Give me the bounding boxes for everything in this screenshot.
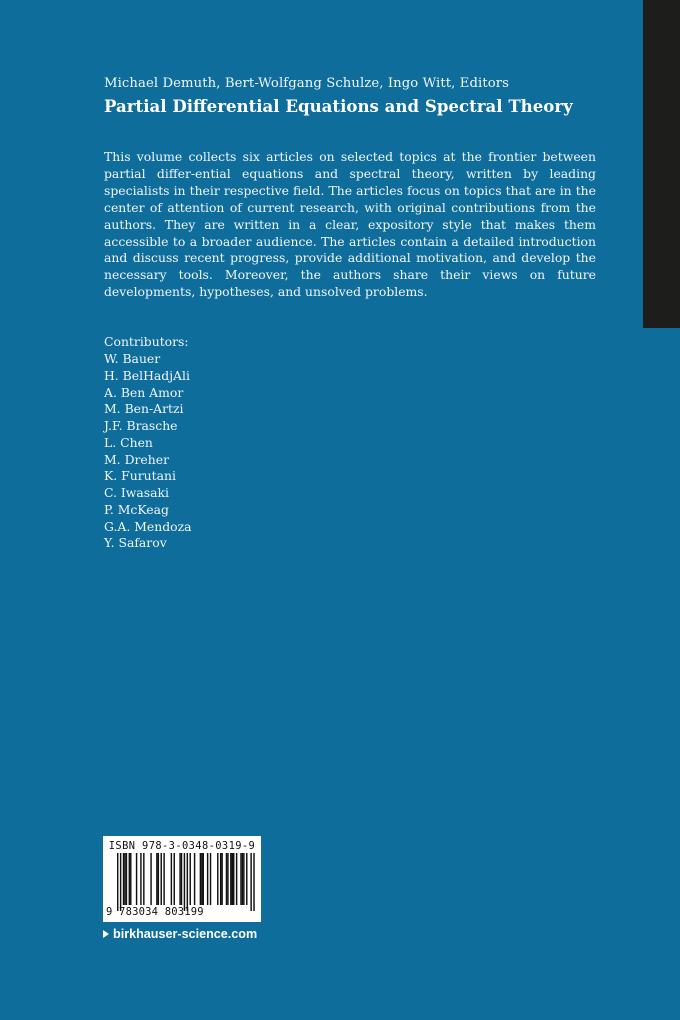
barcode-bar bbox=[171, 853, 172, 905]
publisher-website bbox=[103, 927, 257, 941]
barcode-bar bbox=[158, 853, 159, 905]
barcode-bar bbox=[217, 853, 218, 905]
barcode-bar bbox=[227, 853, 228, 905]
barcode-bar bbox=[221, 853, 222, 905]
barcode-bar bbox=[156, 853, 157, 905]
barcode-bar bbox=[230, 853, 231, 905]
barcode-bar bbox=[232, 853, 233, 905]
isbn-label: ISBN 978-3-0348-0319-9 bbox=[108, 840, 256, 852]
contributor-item: M. Dreher bbox=[104, 451, 169, 467]
barcode-bar bbox=[203, 853, 204, 905]
barcode-bar bbox=[242, 853, 243, 905]
barcode-bar bbox=[179, 853, 180, 905]
barcode-block bbox=[103, 836, 261, 922]
contributor-item: K. Furutani bbox=[104, 468, 176, 484]
contributor-item: H. BelHadjAli bbox=[104, 367, 190, 383]
barcode-bar bbox=[250, 853, 251, 911]
barcode-bar bbox=[207, 853, 208, 905]
barcode-bar bbox=[117, 853, 118, 911]
contributor-item: P. McKeag bbox=[104, 501, 169, 517]
arrow-right-icon bbox=[103, 930, 109, 938]
barcode-bar bbox=[150, 853, 151, 905]
book-title: Partial Differential Equations and Spectral Theory bbox=[104, 96, 573, 116]
barcode-bar bbox=[140, 853, 141, 905]
barcode-bar bbox=[200, 853, 201, 905]
contributor-item: J.F. Brasche bbox=[104, 418, 178, 433]
spine-strip bbox=[643, 0, 680, 328]
barcode-bar bbox=[240, 853, 241, 905]
contributor-item: Y. Safarov bbox=[104, 535, 167, 551]
barcode-bar bbox=[187, 853, 188, 911]
barcode-bar bbox=[253, 853, 254, 911]
barcode-bar bbox=[184, 853, 185, 911]
barcode-bar bbox=[136, 853, 137, 905]
editors-line: Michael Demuth, Bert-Wolfgang Schulze, Ingo Witt, Editors bbox=[104, 76, 510, 91]
barcode-bar bbox=[236, 853, 237, 905]
barcode-bar bbox=[123, 853, 124, 905]
contributors-list bbox=[104, 351, 192, 552]
barcode-bar bbox=[181, 853, 182, 905]
barcode-bar bbox=[120, 853, 121, 911]
barcode-bar bbox=[246, 853, 247, 905]
contributor-item: M. Ben-Artzi bbox=[104, 401, 184, 417]
barcode-bar bbox=[163, 853, 164, 905]
barcode-bar bbox=[190, 853, 191, 905]
contributors-heading: Contributors: bbox=[104, 334, 189, 349]
barcode-bar bbox=[233, 853, 234, 905]
barcode-bar bbox=[201, 853, 202, 905]
barcode-bar bbox=[174, 853, 175, 905]
contributor-item: G.A. Mendoza bbox=[104, 518, 192, 534]
ean-digits: 9 783034 803199 bbox=[106, 906, 204, 918]
contributor-item: A. Ben Amor bbox=[104, 384, 184, 400]
barcode-bar bbox=[124, 853, 125, 905]
barcode-bar bbox=[210, 853, 211, 905]
barcode-bar bbox=[129, 853, 130, 905]
barcode-bar bbox=[243, 853, 244, 905]
contributor-item: W. Bauer bbox=[104, 351, 161, 366]
website-text: birkhauser-science.com bbox=[113, 927, 258, 941]
barcode-bar bbox=[143, 853, 144, 905]
blurb-text: This volume collects six articles on selected topics at the frontier between partial differ-ential equations and spectral theory, written by leading specialists in their respective field. The articles focus on topics that are in the center of attention of current research, with original contributions from the authors. They are written in a clear, expository style that makes them accessible to a broader audience. The articles contain a detailed introduction and discuss recent progress, provide additional motivation, and develop the necessary tools. Moreover, the authors share their views on future developments, hypotheses, and unsolved problems. bbox=[104, 149, 596, 300]
barcode-bar bbox=[161, 853, 162, 905]
barcode-bar bbox=[194, 853, 195, 905]
barcode-bar bbox=[226, 853, 227, 905]
contributor-item: C. Iwasaki bbox=[104, 485, 170, 500]
barcode-bar bbox=[130, 853, 131, 905]
contributor-item: L. Chen bbox=[104, 434, 153, 450]
barcode-bar bbox=[220, 853, 221, 905]
barcode-bar bbox=[126, 853, 127, 905]
